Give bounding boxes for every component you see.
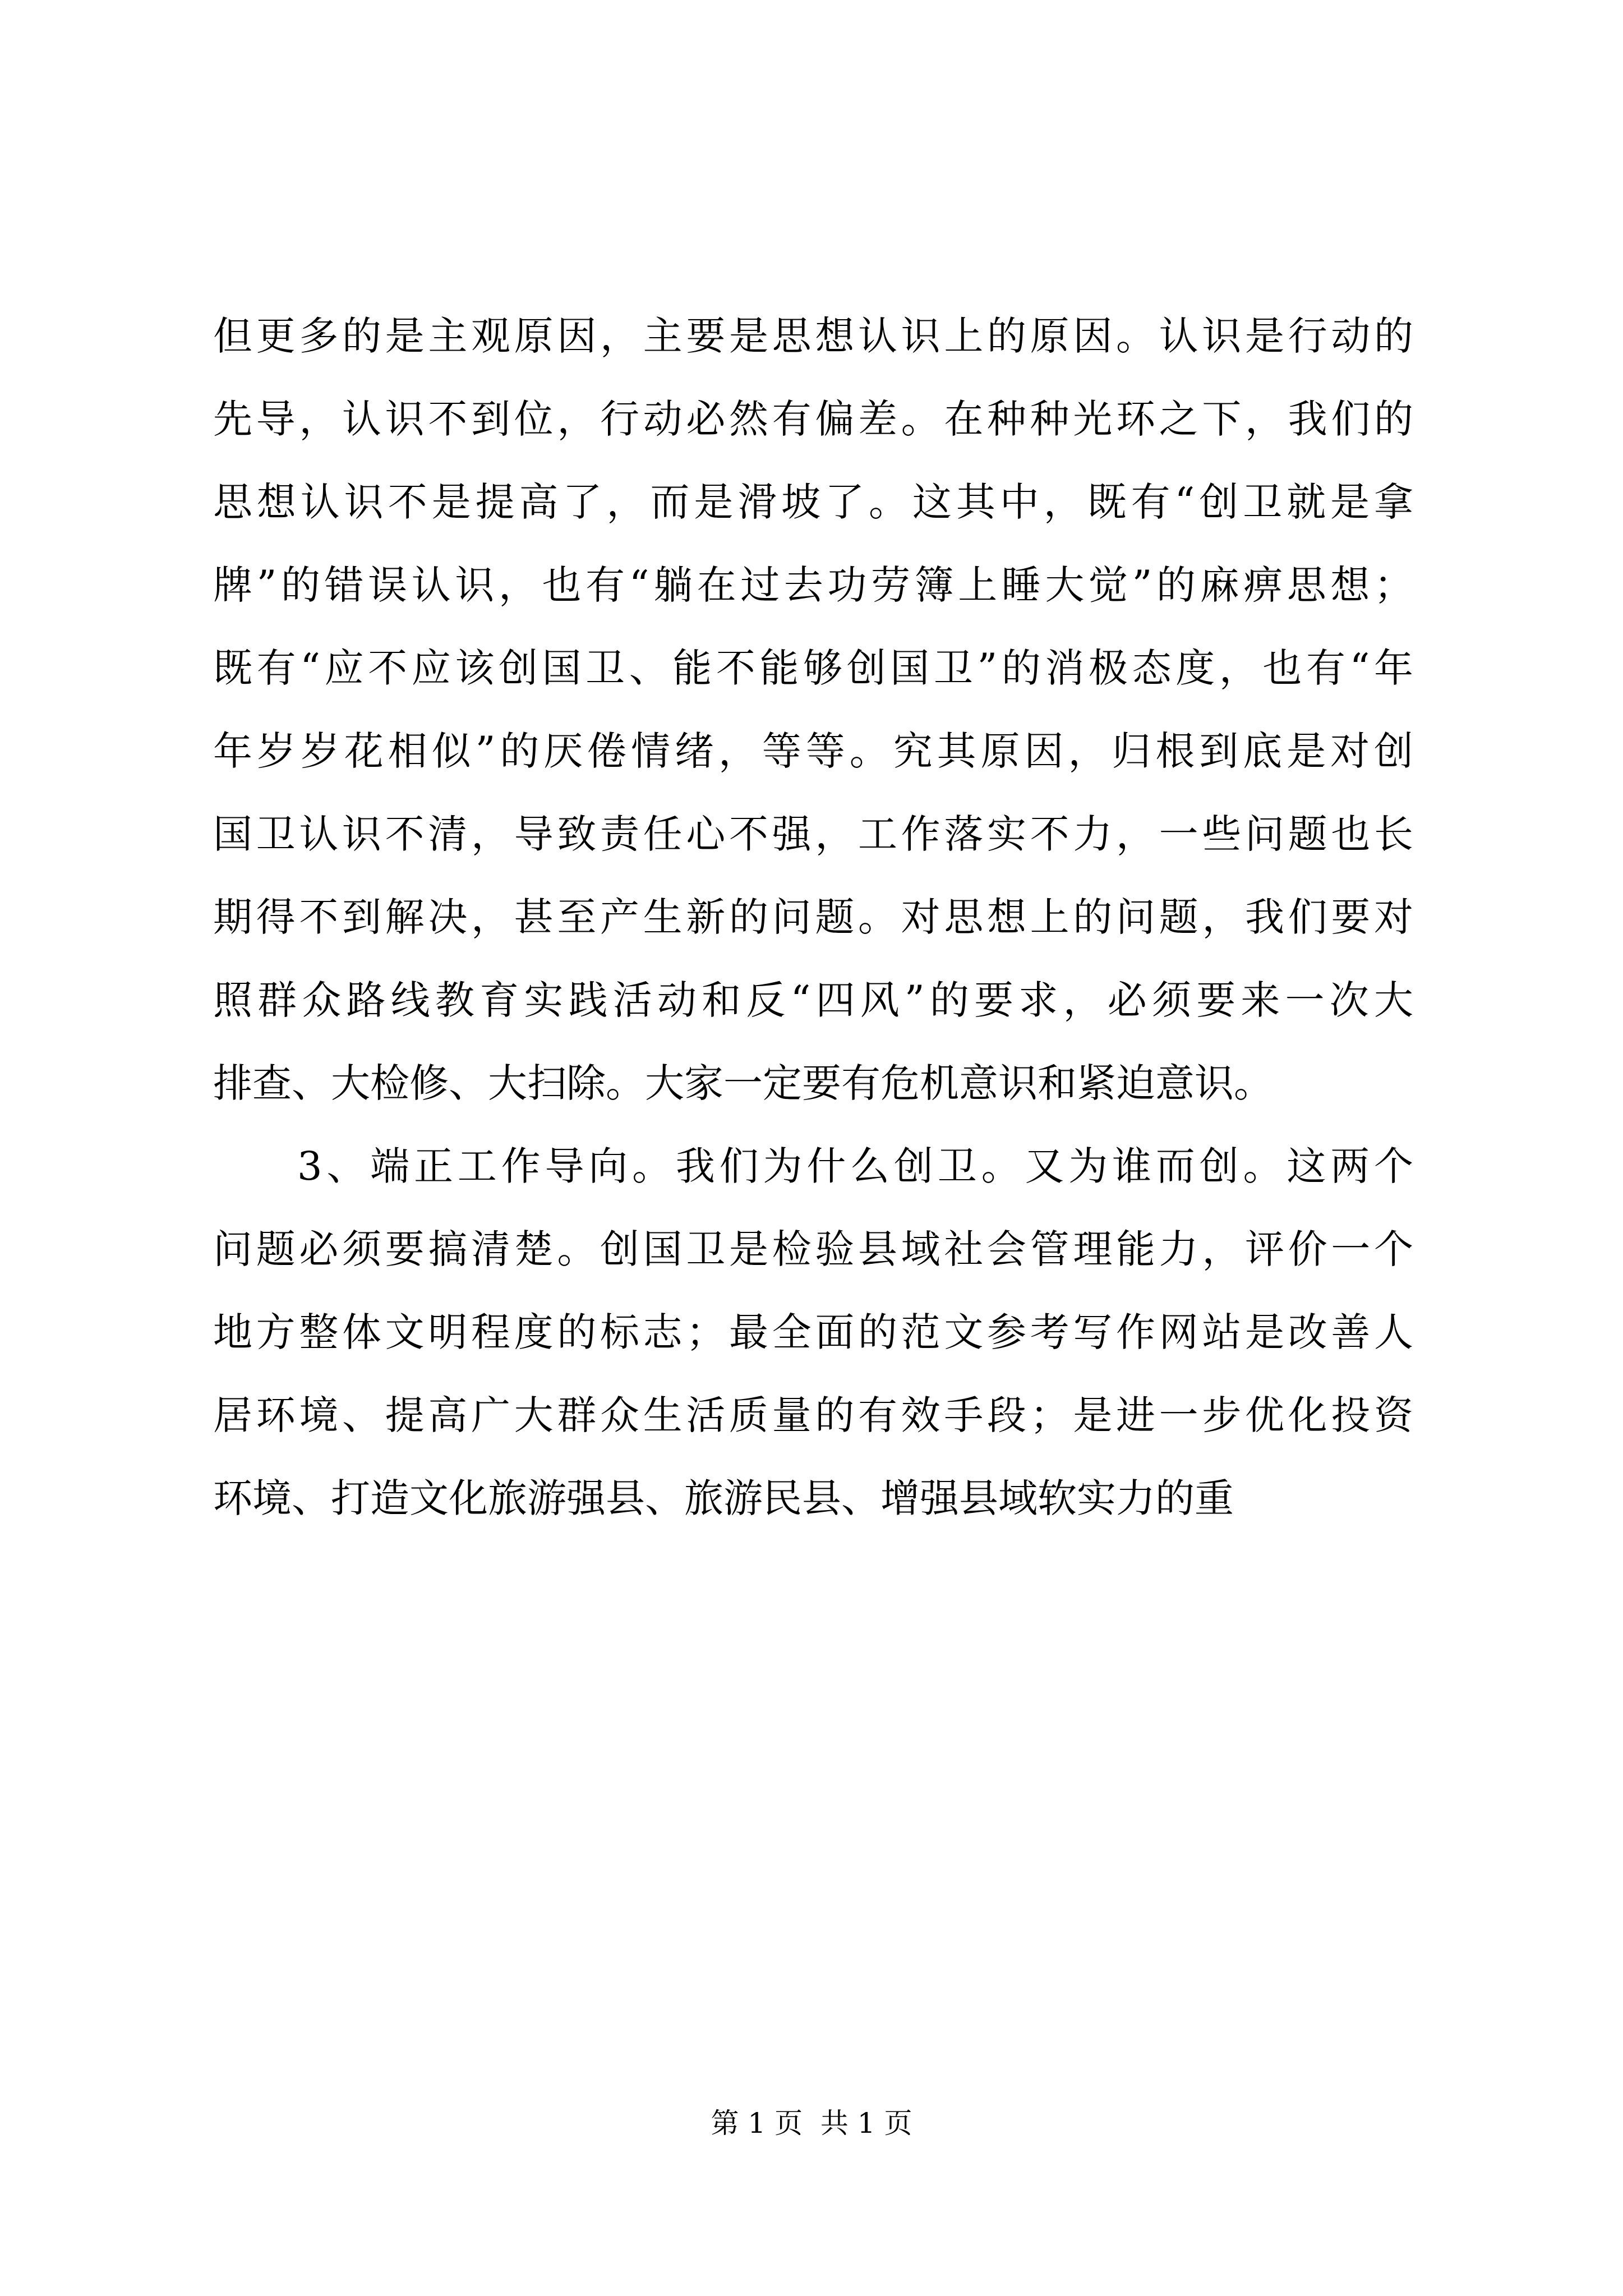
page-number-footer: 第 1 页 共 1 页	[711, 2107, 912, 2139]
paragraph-1	[213, 295, 1413, 1125]
text-line: 期得不到解决，甚至产生新的问题。对思想上的问题，我们要对	[213, 894, 1413, 940]
text-line: 既有“应不应该创国卫、能不能够创国卫”的消极态度，也有“年	[213, 645, 1413, 691]
text-line: 年岁岁花相似”的厌倦情绪，等等。究其原因，归根到底是对创	[213, 728, 1413, 774]
paragraph-2	[213, 1125, 1413, 1540]
text-line: 3、端正工作导向。我们为什么创卫。又为谁而创。这两个	[297, 1143, 1413, 1189]
body-text	[213, 295, 1413, 1540]
text-line: 思想认识不是提高了，而是滑坡了。这其中，既有“创卫就是拿	[213, 479, 1413, 525]
text-line: 问题必须要搞清楚。创国卫是检验县域社会管理能力，评价一个	[213, 1226, 1413, 1272]
text-line: 国卫认识不清，导致责任心不强，工作落实不力，一些问题也长	[213, 811, 1413, 857]
text-line: 居环境、提高广大群众生活质量的有效手段；是进一步优化投资	[213, 1392, 1413, 1438]
text-line: 地方整体文明程度的标志；最全面的范文参考写作网站是改善人	[213, 1309, 1413, 1355]
text-line: 环境、打造文化旅游强县、旅游民县、增强县域软实力的重	[213, 1475, 1234, 1521]
text-line: 排查、大检修、大扫除。大家一定要有危机意识和紧迫意识。	[213, 1060, 1273, 1106]
text-line: 先导，认识不到位，行动必然有偏差。在种种光环之下，我们的	[213, 396, 1413, 442]
text-line: 照群众路线教育实践活动和反“四风”的要求，必须要来一次大	[213, 977, 1413, 1023]
text-line: 但更多的是主观原因，主要是思想认识上的原因。认识是行动的	[213, 313, 1413, 359]
text-line: 牌”的错误认识，也有“躺在过去功劳簿上睡大觉”的麻痹思想；	[213, 562, 1413, 608]
